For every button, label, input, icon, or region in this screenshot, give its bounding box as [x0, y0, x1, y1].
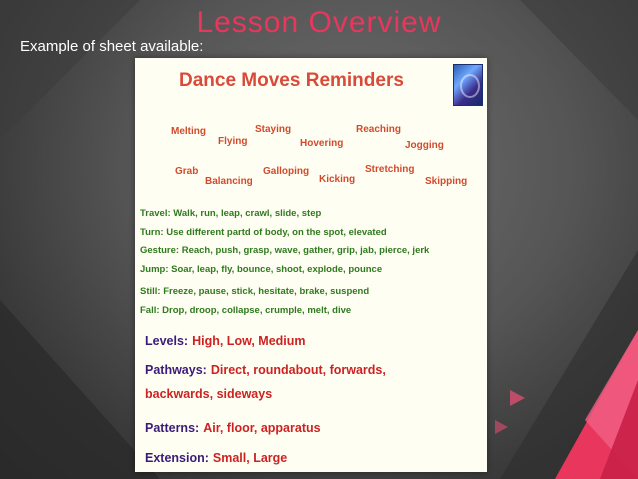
move-word: Balancing	[205, 176, 253, 187]
patterns-label: Patterns:	[145, 421, 200, 435]
move-word: Flying	[218, 136, 248, 147]
definition-line	[140, 286, 369, 297]
patterns-line	[145, 421, 321, 435]
pathways-label: Pathways:	[145, 363, 207, 377]
definition-line	[140, 305, 351, 316]
definition-text: Reach, push, grasp, wave, gather, grip, jab, pierce, jerk	[181, 245, 430, 256]
definition-text: Use different partd of body, on the spot, elevated	[166, 227, 387, 238]
slide-title: Lesson Overview	[196, 6, 442, 39]
definition-line	[140, 227, 387, 238]
definition-label: Turn:	[140, 227, 164, 238]
extension-label: Extension:	[145, 451, 209, 465]
definition-label: Travel:	[140, 208, 171, 219]
dance-moves-sheet	[135, 58, 487, 472]
pathways-values: Direct, roundabout, forwards,	[210, 363, 386, 377]
levels-label: Levels:	[145, 334, 189, 348]
levels-line	[145, 334, 306, 348]
move-word: Grab	[175, 166, 199, 177]
definition-text: Walk, run, leap, crawl, slide, step	[173, 208, 322, 219]
move-word: Reaching	[356, 124, 402, 135]
definition-label: Still:	[140, 286, 161, 297]
sheet-title: Dance Moves Reminders	[179, 70, 404, 91]
definition-line	[140, 208, 321, 219]
patterns-values: Air, floor, apparatus	[203, 421, 321, 435]
definition-text: Freeze, pause, stick, hesitate, brake, suspend	[163, 286, 370, 297]
move-word: Jogging	[405, 140, 444, 151]
move-word: Melting	[171, 126, 206, 137]
move-word: Skipping	[425, 176, 468, 187]
abstract-dancer-image-icon	[453, 64, 483, 106]
extension-line	[145, 451, 287, 465]
definition-text: Drop, droop, collapse, crumple, melt, dive	[162, 305, 352, 316]
definition-label: Jump:	[140, 264, 169, 275]
pathways-line	[145, 363, 386, 377]
move-word: Staying	[255, 124, 292, 135]
pathways-line-2	[145, 387, 272, 401]
move-word: Galloping	[263, 166, 310, 177]
slide-subtitle: Example of sheet available:	[20, 38, 204, 55]
move-word: Hovering	[300, 138, 344, 149]
definition-line	[140, 264, 382, 275]
definition-label: Fall:	[140, 305, 160, 316]
move-word: Kicking	[319, 174, 356, 185]
move-word: Stretching	[365, 164, 415, 175]
definition-label: Gesture:	[140, 245, 180, 256]
pathways-values-continued: backwards, sideways	[145, 387, 273, 401]
definition-line	[140, 245, 429, 256]
levels-values: High, Low, Medium	[192, 334, 306, 348]
extension-values: Small, Large	[212, 451, 288, 465]
definition-text: Soar, leap, fly, bounce, shoot, explode, pounce	[171, 264, 383, 275]
